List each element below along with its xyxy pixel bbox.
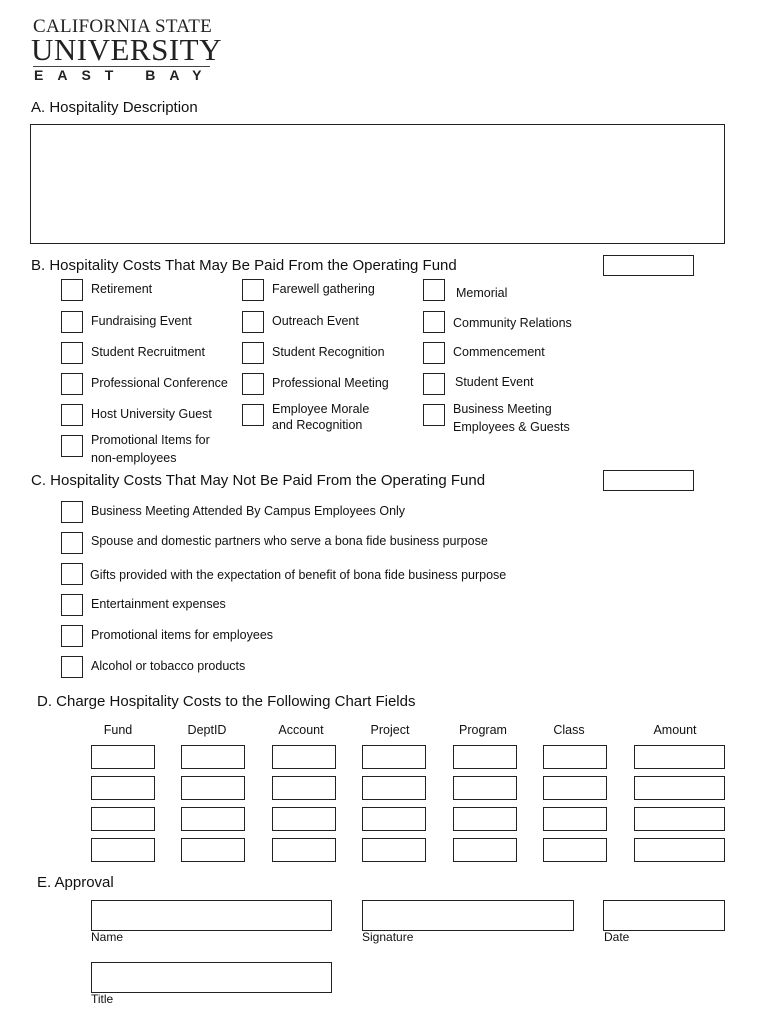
chart-field-fund-row-2[interactable] [91,776,155,800]
logo-line-university: UNIVERSITY [31,32,222,67]
checkbox-farewell-gathering[interactable] [242,279,264,301]
chart-field-account-row-4[interactable] [272,838,336,862]
approval-date-label: Date [604,930,630,944]
label-employee-morale-line2: and Recognition [272,418,363,432]
label-commencement: Commencement [453,345,545,359]
label-community-relations: Community Relations [453,316,572,330]
logo-line-east-bay: EAST BAY [34,67,216,83]
section-c-total-field[interactable] [603,470,694,491]
label-memorial: Memorial [456,286,508,300]
chart-field-program-row-4[interactable] [453,838,517,862]
section-c-title: C. Hospitality Costs That May Not Be Paid From the Operating Fund [31,472,486,489]
label-student-event: Student Event [455,375,534,389]
label-student-recognition: Student Recognition [272,345,385,359]
approval-signature-field[interactable] [362,900,574,931]
checkbox-employee-morale[interactable] [242,404,264,426]
column-header-class: Class [553,723,585,737]
checkbox-c-item-2[interactable] [61,532,83,554]
approval-title-label: Title [91,992,114,1006]
column-header-account: Account [278,723,324,737]
chart-field-project-row-2[interactable] [362,776,426,800]
chart-field-deptid-row-2[interactable] [181,776,245,800]
label-student-recruitment: Student Recruitment [91,345,205,359]
chart-field-project-row-3[interactable] [362,807,426,831]
label-host-university-guest: Host University Guest [91,407,212,421]
chart-field-deptid-row-3[interactable] [181,807,245,831]
checkbox-professional-meeting[interactable] [242,373,264,395]
checkbox-student-recruitment[interactable] [61,342,83,364]
section-b-total-field[interactable] [603,255,694,276]
column-header-project: Project [370,723,410,737]
checkbox-business-meeting-guests[interactable] [423,404,445,426]
chart-field-account-row-3[interactable] [272,807,336,831]
chart-field-project-row-1[interactable] [362,745,426,769]
approval-title-field[interactable] [91,962,332,993]
checkbox-c-item-4[interactable] [61,594,83,616]
chart-field-program-row-2[interactable] [453,776,517,800]
checkbox-retirement[interactable] [61,279,83,301]
chart-field-amount-row-3[interactable] [634,807,725,831]
section-e-title: E. Approval [37,874,114,891]
label-c-item-1: Business Meeting Attended By Campus Employees Only [91,504,406,518]
chart-field-account-row-1[interactable] [272,745,336,769]
section-d-title: D. Charge Hospitality Costs to the Following Chart Fields [37,693,416,710]
checkbox-commencement[interactable] [423,342,445,364]
chart-field-fund-row-3[interactable] [91,807,155,831]
label-promotional-items-line1: Promotional Items for [91,433,210,447]
chart-field-amount-row-4[interactable] [634,838,725,862]
checkbox-outreach-event[interactable] [242,311,264,333]
column-header-program: Program [459,723,507,737]
chart-field-account-row-2[interactable] [272,776,336,800]
label-professional-meeting: Professional Meeting [272,376,389,390]
approval-signature-label: Signature [362,930,414,944]
checkbox-c-item-3[interactable] [61,563,83,585]
label-employee-morale-line1: Employee Morale [272,402,370,416]
label-outreach-event: Outreach Event [272,314,359,328]
checkbox-professional-conference[interactable] [61,373,83,395]
label-business-meeting-line2: Employees & Guests [453,420,570,434]
checkbox-student-recognition[interactable] [242,342,264,364]
approval-name-field[interactable] [91,900,332,931]
checkbox-fundraising-event[interactable] [61,311,83,333]
label-c-item-4: Entertainment expenses [91,597,226,611]
label-promotional-items-line2: non-employees [91,451,177,465]
chart-field-class-row-4[interactable] [543,838,607,862]
chart-field-class-row-3[interactable] [543,807,607,831]
chart-field-class-row-2[interactable] [543,776,607,800]
chart-field-program-row-1[interactable] [453,745,517,769]
checkbox-host-university-guest[interactable] [61,404,83,426]
label-c-item-2: Spouse and domestic partners who serve a bona fide business purpose [91,534,488,548]
hospitality-description-field[interactable] [30,124,725,244]
checkbox-c-item-1[interactable] [61,501,83,523]
label-fundraising-event: Fundraising Event [91,314,192,328]
checkbox-c-item-5[interactable] [61,625,83,647]
checkbox-c-item-6[interactable] [61,656,83,678]
chart-field-deptid-row-1[interactable] [181,745,245,769]
label-c-item-6: Alcohol or tobacco products [91,659,246,673]
label-farewell-gathering: Farewell gathering [272,282,375,296]
label-professional-conference: Professional Conference [91,376,228,390]
checkbox-memorial[interactable] [423,279,445,301]
chart-field-amount-row-1[interactable] [634,745,725,769]
column-header-deptid: DeptID [187,723,227,737]
section-a-title: A. Hospitality Description [31,99,198,116]
chart-field-fund-row-1[interactable] [91,745,155,769]
chart-field-program-row-3[interactable] [453,807,517,831]
chart-field-amount-row-2[interactable] [634,776,725,800]
checkbox-promotional-items-non-employees[interactable] [61,435,83,457]
logo-line-california-state: CALIFORNIA STATE [33,16,213,37]
chart-field-fund-row-4[interactable] [91,838,155,862]
section-b-title: B. Hospitality Costs That May Be Paid From the Operating Fund [31,257,457,274]
label-retirement: Retirement [91,282,153,296]
chart-field-class-row-1[interactable] [543,745,607,769]
label-c-item-3: Gifts provided with the expectation of benefit of bona fide business purpose [90,568,507,582]
checkbox-student-event[interactable] [423,373,445,395]
column-header-amount: Amount [653,723,697,737]
chart-field-project-row-4[interactable] [362,838,426,862]
checkbox-community-relations[interactable] [423,311,445,333]
chart-field-deptid-row-4[interactable] [181,838,245,862]
label-c-item-5: Promotional items for employees [91,628,274,642]
approval-date-field[interactable] [603,900,725,931]
approval-name-label: Name [91,930,124,944]
label-business-meeting-line1: Business Meeting [453,402,552,416]
column-header-fund: Fund [103,723,133,737]
